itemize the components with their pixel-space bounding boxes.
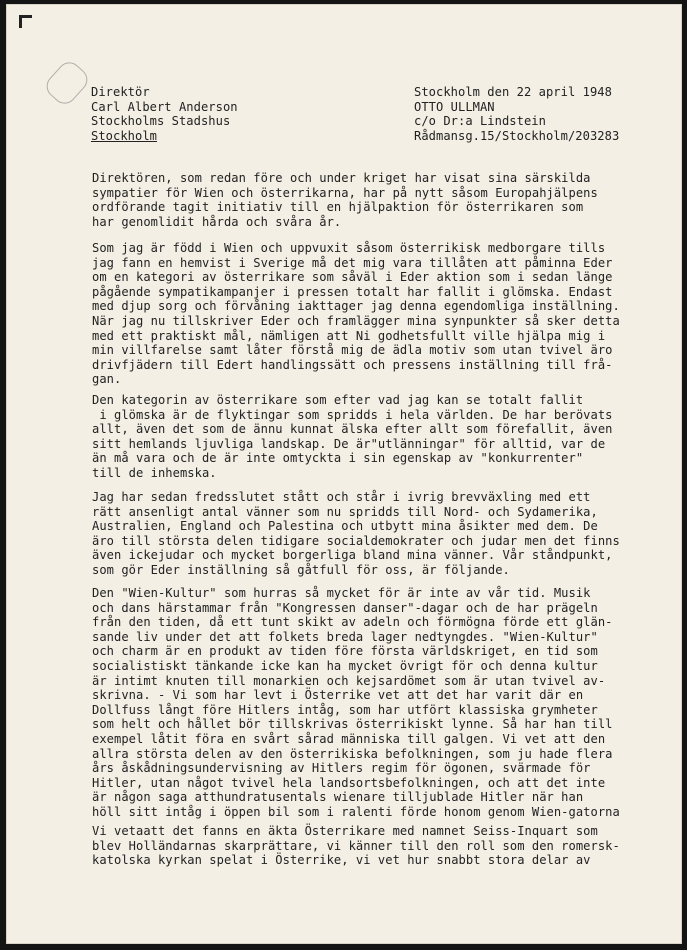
corner-mark	[19, 15, 32, 28]
paperclip-mark	[42, 57, 93, 108]
care-of-line: c/o Dr:a Lindstein	[414, 114, 546, 129]
address-line-underlined: Stockholm	[91, 128, 157, 143]
sender-address-date	[414, 85, 619, 143]
paragraph-6: Vi vetaatt det fanns en äkta Österrikare med namnet Seiss-Inquart som blev Holländarnas skarprättare, vi känner till den roll som den romersk- katolska kyrkan spelat i Österrike, vi vet hur snabbt stora delar av	[92, 824, 620, 868]
paragraph-3: Den kategorin av österrikare som efter vad jag kan se totalt fallit i glömska är de flyktingar som spridds i hela världen. De har berövats allt, även det som de ännu kunnat älska efter allt som förefallit, även sitt hemlands ljuvliga landskap. De är"utlänningar" för alltid, var de än må vara och de är inte omtyckta i sin egenskap av "konkurrenter" till de inhemska.	[92, 393, 613, 480]
address-line: Direktör	[91, 85, 150, 99]
address-line: Carl Albert Anderson	[91, 99, 238, 114]
paragraph-5: Den "Wien-Kultur" som hurras så mycket för är inte av vår tid. Musik och dans härstammar från "Kongressen danser"-dagar och de har prägeln från den tiden, då ett tunt skikt av adeln och förmögna förde ett glän- sande liv under det att folkets breda lager nedtyngdes. "Wien-Kultur" och charm är en produkt av tiden före första världskriget, en tid som socialistiskt tänkande icke kan ha mycket övrigt för och denna kultur är intimt knuten till monarkien och kejsardömet som är utan tvivel av- skrivna. - Vi som har levt i Österrike vet att det har varit där en Dollfuss långt före Hitlers intåg, som har utfört klassiska grymheter som helt och hållet bör tillskrivas österrikiskt lynne. Så har han till exempel låtit föra en svårt sårad människa till galgen. Vi vet att den allra största delen av den österrikiska befolkningen, som ju hade flera års åskådningsundervisning av Hitlers regim för ögonen, svärmade för Hitler, utan något tvivel hela landsortsbefolkningen, och att det inte är någon saga atthundratusentals wienare tilljublade Hitler när han höll sitt intåg i öppen bil som i ralenti förde honom genom Wien-gatorna	[92, 586, 620, 819]
paragraph-2: Som jag är född i Wien och uppvuxit såsom österrikisk medborgare tills jag fann en hemvist i Sverige må det mig vara tillåten att påminna Eder om en kategori av österrikare som såväl i Eder aktion som i sedan länge pågående sympatikampanjer i pressen totalt har fallit i glömska. Endast med djup sorg och förvåning iakttager jag denna egendomliga inställning. När jag nu tillskriver Eder och framlägger mina synpunkter så sker detta med ett praktiskt mål, nämligen att Ni godhetsfullt ville hjälpa mig i min villfarelse samt låter förstå mig de ädla motiv som utan tvivel äro drivfjädern till Edert handlingssätt och pressens inställning till frå- gan.	[92, 241, 620, 387]
paragraph-4: Jag har sedan fredsslutet stått och står i ivrig brevväxling med ett rätt ansenligt antal vänner som nu spridds till Nord- och Sydamerika, Australien, England och Palestina och utbytt mina åsikter med dem. De äro till största delen tidigare socialdemokrater och judar men det finns även ickejudar och mycket borgerliga bland mina vänner. Vår ståndpunkt, som gör Eder inställning så gåtfull för oss, är följande.	[92, 490, 620, 577]
sender-name: OTTO ULLMAN	[414, 99, 495, 114]
date-line: Stockholm den 22 april 1948	[414, 85, 612, 99]
address-line: Stockholms Stadshus	[91, 114, 231, 129]
paragraph-1: Direktören, som redan före och under kriget har visat sina särskilda sympatier för Wien och österrikarna, har på nytt såsom Europahjälpens ordförande tagit initiativ till en hjälpaktion för österrikaren som har genomlidit hårda och svåra år.	[92, 171, 598, 229]
street-line: Rådmansg.15/Stockholm/203283	[414, 128, 620, 143]
letter-page	[6, 4, 682, 944]
recipient-address	[91, 85, 238, 143]
